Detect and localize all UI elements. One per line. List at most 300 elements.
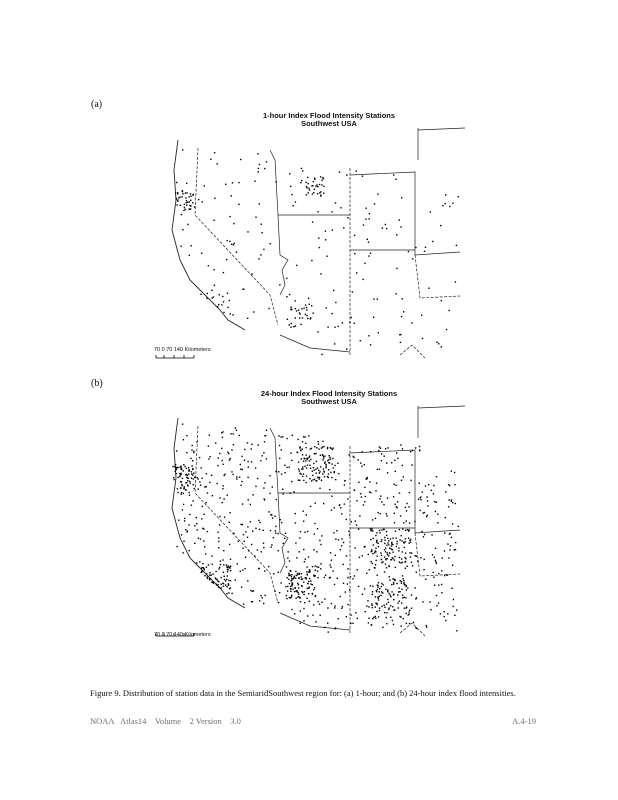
station-dot [317, 193, 318, 194]
panel-b-title-line2: Southwest USA [301, 397, 357, 406]
station-dot [291, 460, 292, 461]
station-dot [320, 568, 321, 569]
station-dot [244, 460, 245, 461]
station-dot [395, 485, 396, 486]
station-dot [354, 547, 355, 548]
station-dot [308, 298, 309, 299]
station-dot [275, 181, 276, 182]
station-dot [322, 441, 323, 442]
station-dot [372, 553, 373, 554]
station-dot [377, 469, 378, 470]
station-dot [341, 538, 342, 539]
station-dot [314, 523, 315, 524]
figure-caption: Figure 9. Distribution of station data in the SemiaridSouthwest region for: (a) 1-hour; and (b) 24-hour index flood intensities. [90, 688, 516, 698]
station-dot [435, 511, 436, 512]
station-dot [207, 576, 208, 577]
station-dot [209, 482, 210, 483]
station-dot [431, 534, 432, 535]
station-dot [419, 449, 420, 450]
station-dot [219, 516, 220, 517]
station-dot [384, 571, 385, 572]
station-dot [444, 532, 445, 533]
station-dot [274, 516, 275, 517]
station-dot [253, 590, 254, 591]
station-dot [182, 478, 183, 479]
station-dot [227, 452, 228, 453]
panel-b-title-line1: 24-hour Index Flood Intensity Stations [260, 389, 398, 398]
station-dot [173, 477, 174, 478]
station-dot [340, 507, 341, 508]
scale-bar-label-a: 70 0 70 140 Kilometers [154, 347, 211, 353]
station-dot [309, 601, 310, 602]
station-dot [426, 516, 427, 517]
station-dot [175, 471, 176, 472]
station-dot [289, 173, 290, 174]
station-dot [266, 458, 267, 459]
station-dot [446, 329, 447, 330]
station-dot [432, 554, 433, 555]
station-dot [218, 547, 219, 548]
station-dot [344, 503, 345, 504]
station-dot [217, 483, 218, 484]
station-dot [311, 260, 312, 261]
station-dot [313, 467, 314, 468]
station-dot [296, 452, 297, 453]
station-dot [390, 548, 391, 549]
station-dot [397, 602, 398, 603]
station-dot [320, 273, 321, 274]
station-dot [303, 549, 304, 550]
station-dot [356, 272, 357, 273]
station-dot [379, 608, 380, 609]
station-dot [183, 504, 184, 505]
station-dot [186, 468, 187, 469]
station-dot [304, 436, 305, 437]
station-dot [319, 604, 320, 605]
station-dot [326, 464, 327, 465]
panel-a-label: (a) [91, 99, 103, 110]
station-dot [185, 197, 186, 198]
station-dot [354, 490, 355, 491]
station-dot [217, 584, 218, 585]
station-dot [297, 592, 298, 593]
station-dot [395, 531, 396, 532]
station-dot [233, 223, 234, 224]
station-dot [177, 200, 178, 201]
station-dot [305, 304, 306, 305]
station-dot [182, 193, 183, 194]
station-dot [412, 565, 413, 566]
station-dot [183, 464, 184, 465]
station-dot [455, 549, 456, 550]
station-dot [186, 474, 187, 475]
station-dot [242, 548, 243, 549]
station-dot [291, 595, 292, 596]
station-dot [440, 613, 441, 614]
station-dot [397, 507, 398, 508]
station-map-24hour [150, 398, 470, 643]
station-dot [193, 484, 194, 485]
station-dot [407, 529, 408, 530]
station-dot [315, 186, 316, 187]
station-dot [411, 552, 412, 553]
station-dot [219, 567, 220, 568]
station-dot [436, 605, 437, 606]
station-dot [343, 227, 344, 228]
station-dot [368, 606, 369, 607]
station-dot [190, 482, 191, 483]
station-dot [270, 514, 271, 515]
station-dot [349, 321, 350, 322]
station-dot [251, 444, 252, 445]
station-dot [402, 298, 403, 299]
station-dot [303, 511, 304, 512]
station-dot [306, 467, 307, 468]
station-dot [343, 542, 344, 543]
station-dot [199, 481, 200, 482]
station-dot [382, 592, 383, 593]
station-dot [393, 583, 394, 584]
station-dot [321, 354, 322, 355]
station-dot [386, 612, 387, 613]
station-dot [281, 522, 282, 523]
station-dot [357, 569, 358, 570]
station-dot [419, 483, 420, 484]
station-dot [310, 459, 311, 460]
station-dot [315, 503, 316, 504]
station-dot [354, 575, 355, 576]
station-dot [392, 620, 393, 621]
station-dot [424, 534, 425, 535]
station-dot [319, 488, 320, 489]
station-dot [298, 577, 299, 578]
station-dot [387, 554, 388, 555]
station-dot [427, 515, 428, 516]
station-dot [346, 555, 347, 556]
station-dot [314, 189, 315, 190]
station-dot [297, 439, 298, 440]
station-dot [290, 309, 291, 310]
station-dot [181, 196, 182, 197]
station-dot [454, 549, 455, 550]
station-dot [350, 623, 351, 624]
station-dot [300, 450, 301, 451]
station-dot [308, 188, 309, 189]
station-dot [390, 596, 391, 597]
station-dot [444, 616, 445, 617]
station-dot [441, 584, 442, 585]
station-dot [271, 544, 272, 545]
station-dot [374, 552, 375, 553]
station-dot [305, 443, 306, 444]
station-dot [328, 477, 329, 478]
station-dot [314, 178, 315, 179]
station-dot [349, 589, 350, 590]
station-dot [416, 572, 417, 573]
station-dot [436, 563, 437, 564]
station-dot [379, 610, 380, 611]
station-dot [273, 573, 274, 574]
station-dot [255, 467, 256, 468]
station-dot [402, 465, 403, 466]
station-dot [406, 589, 407, 590]
station-dot [381, 453, 382, 454]
station-dot [370, 585, 371, 586]
station-dot [396, 293, 397, 294]
station-dot [327, 460, 328, 461]
station-dot [209, 572, 210, 573]
station-dot [261, 551, 262, 552]
station-dot [392, 538, 393, 539]
station-dot [379, 591, 380, 592]
station-dot [230, 433, 231, 434]
station-dot [424, 251, 425, 252]
station-dot [330, 552, 331, 553]
station-dot [387, 472, 388, 473]
station-dot [299, 447, 300, 448]
station-dot [388, 540, 389, 541]
station-dot [381, 583, 382, 584]
station-dot [314, 446, 315, 447]
station-dot [403, 580, 404, 581]
station-dot [300, 182, 301, 183]
station-dot [403, 476, 404, 477]
station-dot [227, 571, 228, 572]
station-dot [204, 514, 205, 515]
station-dot [242, 469, 243, 470]
station-dot [452, 203, 453, 204]
station-dot [289, 493, 290, 494]
station-dot [292, 588, 293, 589]
station-dot [191, 449, 192, 450]
station-dot [193, 473, 194, 474]
station-dot [330, 447, 331, 448]
station-dot [253, 311, 254, 312]
station-dot [381, 501, 382, 502]
station-dot [377, 556, 378, 557]
station-dot [300, 610, 301, 611]
station-dot [387, 542, 388, 543]
station-dot [302, 448, 303, 449]
station-dot [186, 192, 187, 193]
station-dot [396, 452, 397, 453]
station-dot [378, 546, 379, 547]
station-dot [201, 570, 202, 571]
station-dot [381, 591, 382, 592]
station-dot [219, 294, 220, 295]
station-dot [328, 455, 329, 456]
station-dot [284, 472, 285, 473]
station-dot [294, 613, 295, 614]
station-dot [438, 343, 439, 344]
station-dot [222, 296, 223, 297]
station-dot [264, 498, 265, 499]
station-dot [444, 575, 445, 576]
station-dot [207, 492, 208, 493]
station-dot [306, 194, 307, 195]
station-dot [388, 602, 389, 603]
station-dot [183, 470, 184, 471]
station-dot [248, 550, 249, 551]
station-dot [398, 547, 399, 548]
station-dot [206, 473, 207, 474]
station-dot [255, 486, 256, 487]
station-dot [280, 436, 281, 437]
station-dot [233, 444, 234, 445]
station-dot [340, 596, 341, 597]
station-dot [399, 601, 400, 602]
station-dot [183, 488, 184, 489]
station-dot [348, 531, 349, 532]
station-dot [314, 453, 315, 454]
station-dot [323, 178, 324, 179]
station-dot [357, 618, 358, 619]
station-dot [309, 571, 310, 572]
station-dot [369, 481, 370, 482]
station-dot [222, 583, 223, 584]
station-dot [432, 241, 433, 242]
station-dot [414, 521, 415, 522]
station-dot [392, 552, 393, 553]
station-dot [404, 584, 405, 585]
station-dot [220, 564, 221, 565]
station-dot [317, 441, 318, 442]
station-dot [204, 486, 205, 487]
station-dot [447, 543, 448, 544]
station-dot [351, 317, 352, 318]
station-dot [211, 574, 212, 575]
station-dot [308, 435, 309, 436]
station-dot [247, 537, 248, 538]
station-dot [387, 558, 388, 559]
panel-a-title-line2: Southwest USA [301, 119, 357, 128]
station-dot [291, 585, 292, 586]
station-dot [400, 539, 401, 540]
station-dot [442, 557, 443, 558]
station-dot [243, 534, 244, 535]
station-dot [375, 490, 376, 491]
station-dot [303, 473, 304, 474]
station-dot [426, 496, 427, 497]
station-dot [378, 332, 379, 333]
station-dot [221, 577, 222, 578]
station-dot [374, 203, 375, 204]
station-dot [349, 534, 350, 535]
station-dot [320, 466, 321, 467]
station-dot [343, 564, 344, 565]
station-dot [411, 594, 412, 595]
station-dot [204, 546, 205, 547]
station-dot [282, 436, 283, 437]
station-dot [334, 471, 335, 472]
station-dot [394, 484, 395, 485]
station-dot [396, 268, 397, 269]
station-dot [323, 193, 324, 194]
station-dot [176, 546, 177, 547]
station-dot [352, 578, 353, 579]
station-dot [399, 557, 400, 558]
station-dot [409, 492, 410, 493]
station-dot [404, 608, 405, 609]
station-dot [188, 196, 189, 197]
station-dot [450, 545, 451, 546]
station-dot [307, 459, 308, 460]
station-dot [318, 470, 319, 471]
station-dot [250, 521, 251, 522]
station-dot [307, 588, 308, 589]
station-dot [400, 226, 401, 227]
station-dot [174, 466, 175, 467]
station-dot [233, 433, 234, 434]
station-dot [263, 487, 264, 488]
station-dot [368, 335, 369, 336]
station-dot [232, 474, 233, 475]
station-dot [335, 539, 336, 540]
station-dot [247, 318, 248, 319]
station-dot [211, 475, 212, 476]
station-dot [371, 528, 372, 529]
station-dot [379, 588, 380, 589]
station-dot [186, 200, 187, 201]
station-dot [304, 458, 305, 459]
station-dot [390, 605, 391, 606]
station-dot [291, 323, 292, 324]
station-dot [402, 595, 403, 596]
station-dot [404, 547, 405, 548]
station-dot [406, 520, 407, 521]
station-dot [431, 490, 432, 491]
station-dot [183, 210, 184, 211]
station-dot [230, 458, 231, 459]
station-dot [318, 449, 319, 450]
station-dot [221, 432, 222, 433]
station-dot [290, 586, 291, 587]
station-dot [339, 505, 340, 506]
station-dot [228, 565, 229, 566]
station-dot [402, 575, 403, 576]
station-dot [441, 300, 442, 301]
station-dot [369, 569, 370, 570]
station-dot [290, 597, 291, 598]
station-dot [372, 563, 373, 564]
station-dot [197, 478, 198, 479]
station-dot [295, 513, 296, 514]
station-dot [355, 612, 356, 613]
station-dot [204, 575, 205, 576]
station-dot [390, 617, 391, 618]
station-dot [210, 159, 211, 160]
station-dot [260, 254, 261, 255]
station-dot [236, 476, 237, 477]
station-dot [228, 453, 229, 454]
station-dot [230, 566, 231, 567]
station-dot [176, 469, 177, 470]
station-dot [455, 503, 456, 504]
station-dot [227, 240, 228, 241]
station-dot [181, 469, 182, 470]
station-dot [203, 540, 204, 541]
station-dot [295, 522, 296, 523]
station-dot [319, 472, 320, 473]
station-dot [243, 289, 244, 290]
station-dot [370, 451, 371, 452]
station-dot [372, 618, 373, 619]
station-dot [303, 620, 304, 621]
station-dot [196, 523, 197, 524]
station-dot [182, 509, 183, 510]
station-dot [393, 599, 394, 600]
station-dot [187, 224, 188, 225]
